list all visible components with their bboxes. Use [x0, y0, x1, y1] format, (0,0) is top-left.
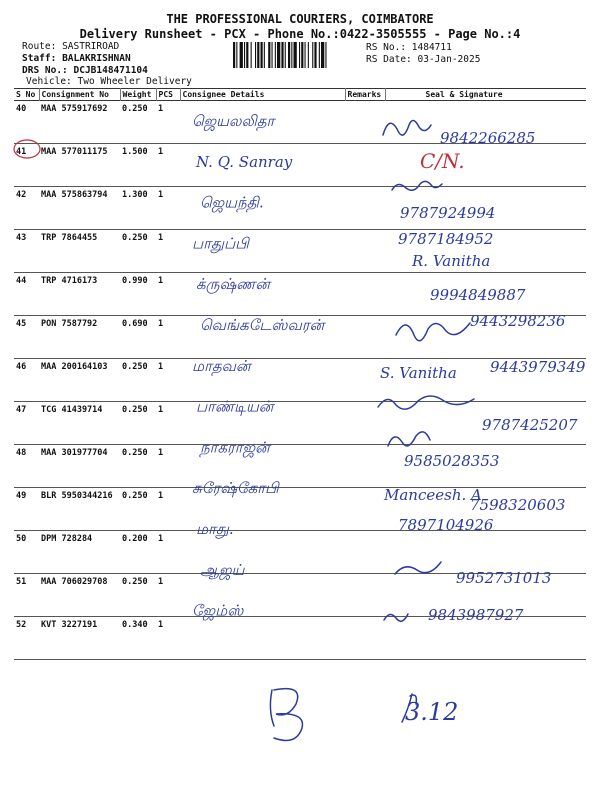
cell-sno: 40 [16, 104, 27, 114]
signature-handwritten: 9787924994 [400, 204, 496, 222]
cell-weight: 0.990 [122, 276, 148, 286]
cell-consignment: MAA 577011175 [41, 147, 108, 157]
signature-handwritten: S. Vanitha [380, 364, 457, 382]
cell-weight: 0.250 [122, 491, 148, 501]
col-header-remarks: Remarks [345, 89, 385, 101]
consignee-name-handwritten: ஆஜய் [200, 560, 245, 579]
cell-pcs: 1 [158, 233, 164, 243]
signature-scribble [384, 614, 408, 621]
signature-scribble [388, 432, 430, 446]
cell-pcs: 1 [158, 362, 164, 372]
cell-sno: 42 [16, 190, 27, 200]
signature-scribble [378, 396, 474, 409]
cell-pcs: 1 [158, 319, 164, 329]
cell-weight: 0.250 [122, 448, 148, 458]
consignee-name-handwritten: வெங்கடேஸ்வரன் [200, 316, 325, 334]
cell-weight: 0.250 [122, 104, 148, 114]
signature-handwritten: 9787425207 [482, 416, 578, 434]
cell-pcs: 1 [158, 276, 164, 286]
cell-consignment: MAA 706029708 [41, 577, 108, 587]
cell-pcs: 1 [158, 190, 164, 200]
cell-pcs: 1 [158, 104, 164, 114]
cell-sno: 49 [16, 491, 27, 501]
rs-no-value: 1484711 [411, 42, 452, 53]
consignee-name-handwritten: N. Q. Sanray [196, 152, 293, 171]
cell-consignment: TRP 4716173 [41, 276, 98, 286]
cell-weight: 1.500 [122, 147, 148, 157]
cell-consignment: MAA 575863794 [41, 190, 108, 200]
signature-handwritten: 9994849887 [430, 286, 526, 304]
signature-handwritten: 9787184952 [398, 230, 494, 248]
signature-handwritten: 9443979349 [490, 358, 586, 376]
cell-pcs: 1 [158, 620, 164, 630]
cell-consignment: BLR 5950344216 [41, 491, 113, 501]
signature-scribble [395, 562, 441, 574]
signature-scribble [383, 120, 431, 135]
cell-sno: 45 [16, 319, 27, 329]
cell-sno: 41 [16, 147, 27, 157]
route-label: Route: [22, 41, 57, 52]
cell-pcs: 1 [158, 448, 164, 458]
rs-date-value: 03-Jan-2025 [417, 54, 481, 65]
cell-consignment: MAA 200164103 [41, 362, 108, 372]
runsheet-subtitle: Delivery Runsheet - PCX - Phone No.:0422-3505555 - Page No.:4 [79, 27, 521, 41]
cell-sno: 44 [16, 276, 27, 286]
rs-date-label: RS Date: [366, 54, 412, 65]
drs-label: DRS No.: [22, 65, 68, 76]
signature-handwritten: R. Vanitha [412, 252, 491, 270]
consignee-name-handwritten: ஜெயலலிதா [192, 112, 275, 130]
staff-label: Staff: [22, 53, 57, 64]
cell-consignment: TCG 41439714 [41, 405, 103, 415]
signature-handwritten: 9842266285 [440, 129, 536, 147]
signature-scribble [392, 181, 442, 190]
cell-weight: 0.250 [122, 405, 148, 415]
cell-sno: 50 [16, 534, 27, 544]
consignee-name-handwritten: நாகராஜன் [200, 438, 270, 457]
cell-weight: 0.250 [122, 233, 148, 243]
cell-pcs: 1 [158, 147, 164, 157]
cell-weight: 0.200 [122, 534, 148, 544]
cell-consignment: DPM 728284 [41, 534, 93, 544]
red-circle-mark [14, 140, 40, 158]
cell-sno: 46 [16, 362, 27, 372]
col-header-consignment: Consignment No [39, 89, 120, 101]
signature-scribble [396, 323, 470, 341]
cell-consignment: MAA 575917692 [41, 104, 108, 114]
signature-handwritten: Manceesh. A [384, 486, 482, 504]
cell-sno: 48 [16, 448, 27, 458]
staff-value: BALAKRISHNAN [62, 53, 131, 64]
cell-weight: 0.250 [122, 362, 148, 372]
signature-handwritten: 9952731013 [456, 569, 552, 587]
col-header-signature: Seal & Signature [385, 89, 586, 101]
vehicle-value: Two Wheeler Delivery [77, 76, 192, 87]
consignee-name-handwritten: க்ருஷ்ணன் [196, 275, 270, 294]
cell-pcs: 1 [158, 577, 164, 587]
cell-consignment: KVT 3227191 [41, 620, 98, 630]
consignee-name-handwritten: மாதவன் [192, 356, 251, 375]
cell-sno: 51 [16, 577, 27, 587]
col-header-consignee: Consignee Details [180, 89, 345, 101]
consignee-name-handwritten: பாதுப்பி [192, 234, 249, 253]
cell-consignment: TRP 7864455 [41, 233, 98, 243]
cell-consignment: PON 7587792 [41, 319, 98, 329]
footer-date: 3.12 [405, 698, 459, 726]
cell-pcs: 1 [158, 534, 164, 544]
signature-handwritten: 7897104926 [398, 516, 494, 534]
consignee-name-handwritten: ஜேம்ஸ் [192, 601, 244, 620]
consignee-name-handwritten: மாது. [196, 520, 234, 538]
signature-handwritten: 9585028353 [404, 452, 500, 470]
cell-weight: 0.690 [122, 319, 148, 329]
cell-weight: 0.340 [122, 620, 148, 630]
cell-sno: 47 [16, 405, 27, 415]
cell-weight: 0.250 [122, 577, 148, 587]
cell-sno: 43 [16, 233, 27, 243]
rs-no-label: RS No.: [366, 42, 407, 53]
col-header-weight: Weight [120, 89, 156, 101]
cell-sno: 52 [16, 620, 27, 630]
consignee-name-handwritten: சுரேஷ்கோபி [192, 479, 279, 498]
cell-consignment: MAA 301977704 [41, 448, 108, 458]
signature-handwritten: C/N. [420, 149, 465, 173]
col-header-sno: S No [16, 90, 36, 99]
signature-handwritten: 7598320603 [470, 496, 566, 514]
consignee-name-handwritten: பாண்டியன் [196, 397, 274, 416]
company-title: THE PROFESSIONAL COURIERS, COIMBATORE [166, 12, 434, 26]
drs-value: DCJB148471104 [73, 65, 148, 76]
vehicle-label: Vehicle: [26, 76, 72, 87]
col-header-pcs: PCS [156, 89, 180, 101]
signature-handwritten: 9843987927 [428, 606, 524, 624]
signature-handwritten: 9443298236 [470, 312, 566, 330]
route-value: SASTRIROAD [62, 41, 120, 52]
consignee-name-handwritten: ஜெயந்தி. [200, 193, 264, 212]
cell-weight: 1.300 [122, 190, 148, 200]
cell-pcs: 1 [158, 405, 164, 415]
cell-pcs: 1 [158, 491, 164, 501]
